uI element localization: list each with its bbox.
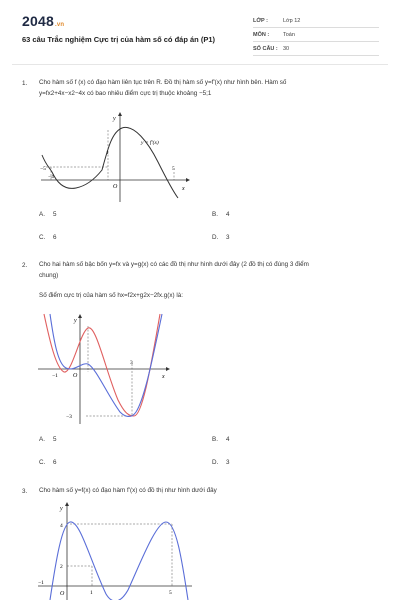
graph-label-5: 5 [169,590,172,596]
graph-label-x: x [182,186,185,192]
question-text-line: Cho hàm số y=f(x) có đạo hàm f'(x) có đồ thị như hình dưới đây [39,487,217,494]
graph-label-y: y [74,318,77,324]
option-letter: C. [39,234,46,241]
page-header [0,0,400,60]
option-d[interactable] [212,234,230,241]
meta-divider [253,27,379,28]
option-d[interactable] [212,459,230,466]
option-value: 3 [226,234,230,241]
option-a[interactable] [39,211,57,218]
option-letter: D. [212,234,219,241]
graph-label-4: 4 [60,523,63,529]
question-text-line: Số điểm cực trị của hàm số hx=f2x+g2x−2fx.g(x) là: [39,292,184,299]
meta-divider [253,55,379,56]
graph-label-y: y [60,506,63,512]
site-logo[interactable] [22,13,64,29]
graph-label-x: x [162,374,165,380]
meta-class-label: LỚP : [253,18,268,24]
meta-count-value: 30 [283,46,290,52]
option-value: 4 [226,436,230,443]
question-2-graph [36,312,176,427]
question-text-line: Cho hai hàm số bậc bốn y=fx và y=g(x) có các đồ thị như hình dưới đây (2 đồ thị có đúng 3 điểm [39,261,309,268]
meta-class-value: Lớp 12 [283,18,301,24]
option-value: 6 [53,234,57,241]
option-letter: C. [39,459,46,466]
question-number: 3. [22,488,28,495]
question-1-graph [36,110,196,205]
meta-subject-label: MÔN : [253,32,270,38]
option-letter: D. [212,459,219,466]
logo-suffix: .vn [54,22,65,28]
document-title: 63 câu Trắc nghiệm Cực trị của hàm số có đáp án (P1) [22,35,215,44]
question-text-line: chung) [39,272,59,279]
graph-label-y: y [113,116,116,122]
graph-label-5: 5 [172,166,175,172]
option-value: 6 [53,459,57,466]
option-a[interactable] [39,436,57,443]
graph-label-minus3: −3 [66,414,72,420]
graph-label-origin: O [113,184,118,190]
logo-text: 2048 [22,13,54,29]
option-letter: A. [39,436,45,443]
question-number: 1. [22,80,28,87]
meta-divider [253,41,379,42]
graph-label-origin: O [73,373,78,379]
graph-label-minus1: −1 [38,580,44,586]
option-letter: B. [212,436,218,443]
option-b[interactable] [212,211,230,218]
option-b[interactable] [212,436,230,443]
graph-label-1: 1 [106,150,109,156]
question-3-graph [36,500,196,600]
option-c[interactable] [39,459,57,466]
graph-label-origin: O [60,591,65,597]
graph-label-1: 1 [90,590,93,596]
meta-count-label: SỐ CÂU : [253,46,278,52]
option-value: 5 [53,436,57,443]
graph-label-2: 2 [60,564,63,570]
option-c[interactable] [39,234,57,241]
graph-label-3: 3 [130,360,133,366]
graph-label-minus1: −1 [52,373,58,379]
header-divider [12,64,388,65]
option-letter: A. [39,211,45,218]
question-text-line: y=fx2+4x−x2−4x có bao nhiêu điểm cực trị thuộc khoảng −5;1 [39,90,212,97]
question-text-line: Cho hàm số f (x) có đạo hàm liên tục trên R. Đồ thị hàm số y=f'(x) như hình bên. Hàm số [39,79,287,86]
graph-label-minus4: −4 [48,174,54,180]
question-number: 2. [22,262,28,269]
option-value: 5 [53,211,57,218]
option-value: 4 [226,211,230,218]
meta-subject-value: Toán [283,32,295,38]
graph-label-minus5: −5 [40,166,46,172]
option-value: 3 [226,459,230,466]
graph-label-curve: y = f'(x) [141,140,159,146]
option-letter: B. [212,211,218,218]
